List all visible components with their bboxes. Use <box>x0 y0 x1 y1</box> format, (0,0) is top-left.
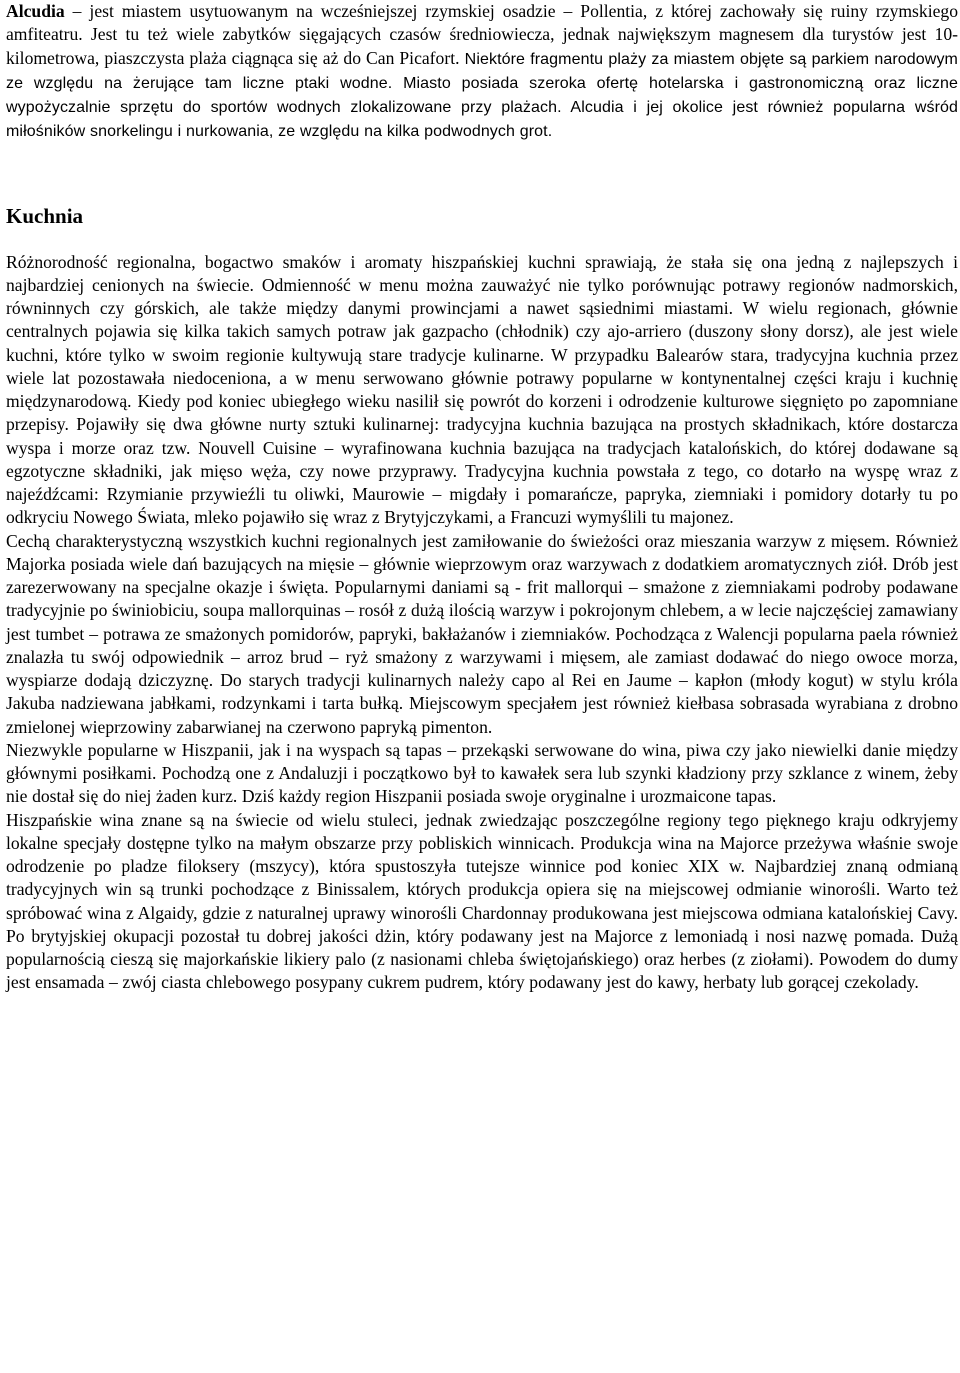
paragraph-wines: Hiszpańskie wina znane są na świecie od wielu stuleci, jednak zwiedzając poszczególne regiony tego pięknego kraju odkryjemy lokalne specjały dostępne tylko na małym obszarze przy pobliskich winnicach. Produkcja wina na Majorce przeżywa właśnie swoje odrodzenie po pladze filoksery (mszycy), która spustoszyła tutejsze winnice pod koniec XIX w. Najbardziej znaną odmianą tradycyjnych win są trunki pochodzące z Binissalem, których produkcja opiera się na miejscowej odmianie winorośli. Warto też spróbować wina z Algaidy, gdzie z naturalnej uprawy winorośli Chardonnay produkowana jest miejscowa odmiana katalońskiej Cavy. Po brytyjskiej okupacji pozostał tu dobrej jakości dżin, który podawany jest na Majorce z lemoniadą i nosi nazwę pomada. Dużą popularnością cieszą się majorkańskie likiery palo (z nasionami chleba świętojańskiego) oraz herbes (z ziołami). Powodem do dumy jest ensamada – zwój ciasta chlebowego posypany cukrem pudrem, który podawany jest do kawy, herbaty lub gorącej czekolady. <box>6 809 958 993</box>
intro-text-sans-1: Niektóre fragmentu plaży za miastem objęte są parkiem narodowym ze względu na żerujące tam liczne ptaki wodne. <box>6 50 958 92</box>
intro-text: – jest miastem usytuowanym na wcześniejszej rzymskiej osadzie – Pollentia, z której zachowały się ruiny rzymskiego amfiteatru. Jest tu też wiele zabytków sięgających czasów średniowiecza, jednak największym magnesem dla turystów jest 10-kilometrowa, piaszczysta plaża ciągnąca się aż do Can Picafort. <box>6 1 958 68</box>
section-heading: Kuchnia <box>6 203 84 228</box>
paragraph-cuisine-intro: Różnorodność regionalna, bogactwo smaków i aromaty hiszpańskiej kuchni sprawiają, że stała się ona jedną z najlepszych i najbardziej cenionych na świecie. Odmienność w menu można zauważyć nie tylko porównując potrawy regionów nadmorskich, równinnych czy górskich, ale także między danymi prowincjami a nawet sąsiednimi miastami. W wielu regionach, głównie centralnych pojawia się kilka takich samych potraw jak gazpacho (chłodnik) czy ajo-arriero (duszony słony dorsz), ale jest wiele kuchni, które tylko w swoim regionie kultywują stare tradycje kulinarne. W przypadku Balearów stara, tradycyjna kuchnia przez wiele lat pozostawała niedoceniona, a w menu serwowano głównie potrawy popularne w kontynentalnej części kraju i kuchnię międzynarodową. Kiedy pod koniec ubiegłego wieku nasilił się powrót do korzeni i odrodzenie kulturowe sięgnięto po zapomniane przepisy. Pojawiły się dwa główne nurty sztuki kulinarnej: tradycyjna kuchnia bazująca na prostych składnikach, które dostarcza wyspa i morze oraz tzw. Nouvell Cuisine – wyrafinowana kuchnia bazująca na tradycjach katalońskich, do której dodawane są egzotyczne składniki, jak mięso węża, czy nowe przyprawy. Tradycyjna kuchnia powstała z tego, co dotarło na wyspę wraz z najeźdźcami: Rzymianie przywieźli tu oliwki, Maurowie – migdały i pomarańcze, papryka, ziemniaki i pomidory dotarły tu po odkryciu Nowego Świata, mleko pojawiło się wraz z Brytyjczykami, a Francuzi wymyślili tu majonez. <box>6 251 958 528</box>
intro-text-sans-3: Alcudia i jej okolice jest również popularna wśród miłośników snorkelingu i nurkowania, ze względu na kilka podwodnych grot. <box>6 99 959 141</box>
paragraph-regional-dishes: Cechą charakterystyczną wszystkich kuchni regionalnych jest zamiłowanie do świeżości oraz mieszania warzyw z mięsem. Również Majorka posiada wiele dań bazujących na mięsie – głównie wieprzowym oraz warzywach z dodatkiem aromatycznych ziół. Drób jest zarezerwowany na specjalne okazje i święta. Popularnymi daniami są - frit mallorqui – smażone z ziemniakami podroby podawane tradycyjnie po świniobiciu, soupa mallorquinas – rosół z dużą ilością warzyw i pokrojonym chlebem, a w lecie najczęściej zamawiany jest tumbet – potrawa ze smażonych pomidorów, papryki, bakłażanów i ziemniaków. Pochodząca z Walencji popularna paela również znalazła tu swój odpowiednik – arroz brud – ryż smażony z warzywami i mięsem, ale zamiast dodawać do niego owoce morza, wyspiarze dodają dziczyznę. Do starych tradycji kulinarnych należy capo al Rei en Jaume – kapłon (młody kogut) w stylu króla Jakuba nadziewana jabłkami, rodzynkami i tarta bułką. Miejscowym specjałem jest również kiełbasa sobrasada wyrabiana z drobno zmielonej wieprzowiny zabarwianej na czerwono papryką pimenton. <box>6 530 958 737</box>
city-name: Alcudia <box>6 1 65 21</box>
paragraph-tapas: Niezwykle popularne w Hiszpanii, jak i na wyspach są tapas – przekąski serwowane do wina, piwa czy jako niewielki danie między głównymi posiłkami. Pochodzą one z Andaluzji i początkowo był to kawałek sera lub szynki kładziony przy szklance z winem, żeby nie dostał się do niej żaden kurz. Dziś każdy region Hiszpanii posiada swoje oryginalne i urozmaicone tapas. <box>6 739 958 807</box>
intro-text-sans-2: Miasto posiada szeroka ofertę hotelarska i gastronomiczną oraz liczne wypożyczalnie sprzętu do sportów wodnych zlokalizowane przy plażach. <box>6 74 958 116</box>
document-page <box>6 0 958 995</box>
intro-paragraph <box>6 0 958 144</box>
